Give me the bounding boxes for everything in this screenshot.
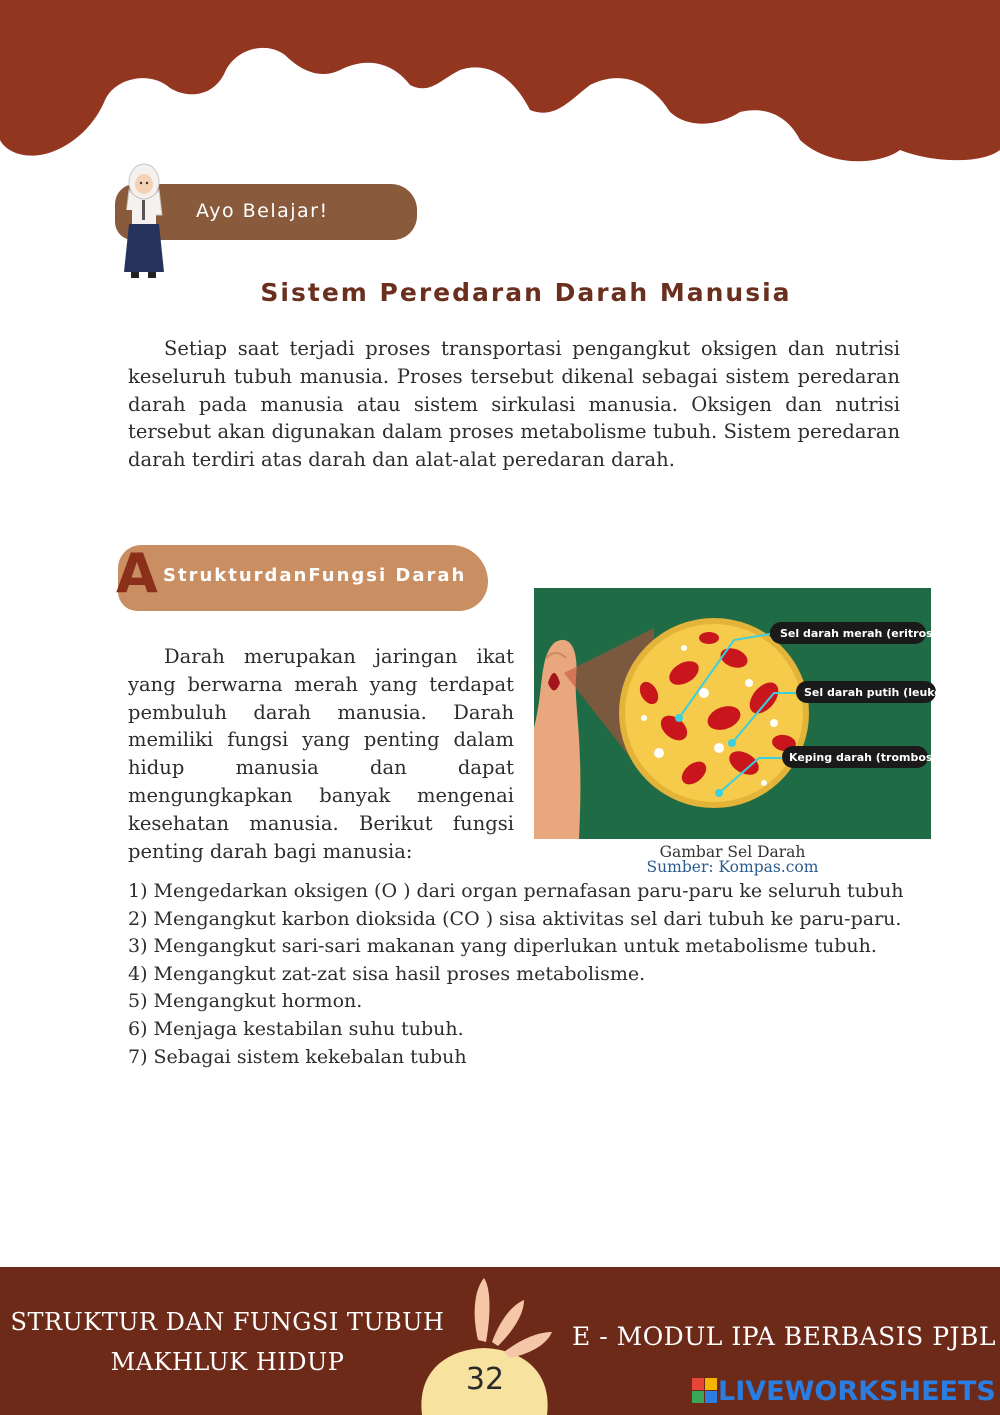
blood-functions-list: [128, 878, 908, 1071]
figure-caption-title: Gambar Sel Darah: [659, 843, 806, 861]
label-red-cell: Sel darah merah (eritrosit): [780, 627, 947, 640]
section-a-letter: A: [116, 542, 158, 605]
blood-description-paragraph: Darah merupakan jaringan ikat yang berwarna merah yang terdapat pembuluh darah manusia. Darah memiliki fungsi yang penting dalam hidup manusia dan dapat mengungkapkan banyak mengenai kesehatan manusia. Berikut fungsi penting darah bagi manusia:: [128, 645, 514, 863]
label-white-cell: Sel darah putih (leukosit: [804, 686, 958, 699]
list-item: 6) Menjaga kestabilan suhu tubuh.: [128, 1017, 464, 1040]
list-item: 4) Mengangkut zat-zat sisa hasil proses metabolisme.: [128, 962, 646, 985]
footer-chapter-title: [0, 1302, 455, 1382]
ayo-belajar-label: Ayo Belajar!: [196, 200, 329, 222]
page-number: 32: [465, 1362, 505, 1397]
footer-chapter-line2: MAKHLUK HIDUP: [110, 1348, 345, 1376]
list-item: 3) Mengangkut sari-sari makanan yang diperlukan untuk metabolisme tubuh.: [128, 935, 877, 958]
label-platelet: Keping darah (trombosit): [789, 751, 947, 764]
figure-caption-source: Sumber: Kompas.com: [646, 858, 819, 876]
list-item: 7) Sebagai sistem kekebalan tubuh: [128, 1045, 467, 1068]
liveworksheets-logo: [692, 1374, 996, 1408]
student-girl-icon: [112, 160, 172, 282]
top-cloud-banner: [0, 0, 1000, 170]
footer-chapter-line1: STRUKTUR DAN FUNGSI TUBUH: [10, 1308, 445, 1336]
page-title: Sistem Peredaran Darah Manusia: [260, 278, 792, 307]
section-a-title: StrukturdanFungsi Darah: [163, 565, 467, 586]
list-item: 1) Mengedarkan oksigen (O ) dari organ pernafasan paru-paru ke seluruh tubuh: [128, 880, 904, 902]
figure-caption: [534, 845, 931, 875]
list-item: 2) Mengangkut karbon dioksida (CO ) sisa aktivitas sel dari tubuh ke paru-paru.: [128, 907, 902, 930]
liveworksheets-icon: [692, 1378, 718, 1404]
list-item: 5) Mengangkut hormon.: [128, 990, 363, 1013]
intro-paragraph: Setiap saat terjadi proses transportasi pengangkut oksigen dan nutrisi keseluruh tubuh manusia. Proses tersebut dikenal sebagai sistem peredaran darah pada manusia atau sistem sirkulasi manusia. Oksigen dan nutrisi tersebut akan digunakan dalam proses metabolisme tubuh. Sistem peredaran darah terdiri atas darah dan alat-alat peredaran darah.: [128, 337, 900, 472]
liveworksheets-wordmark: LIVEWORKSHEETS: [718, 1375, 996, 1407]
blood-cell-illustration: [534, 588, 958, 839]
blood-cell-figure: [534, 588, 958, 839]
footer-module-title: E - MODUL IPA BERBASIS PJBL: [572, 1322, 997, 1351]
